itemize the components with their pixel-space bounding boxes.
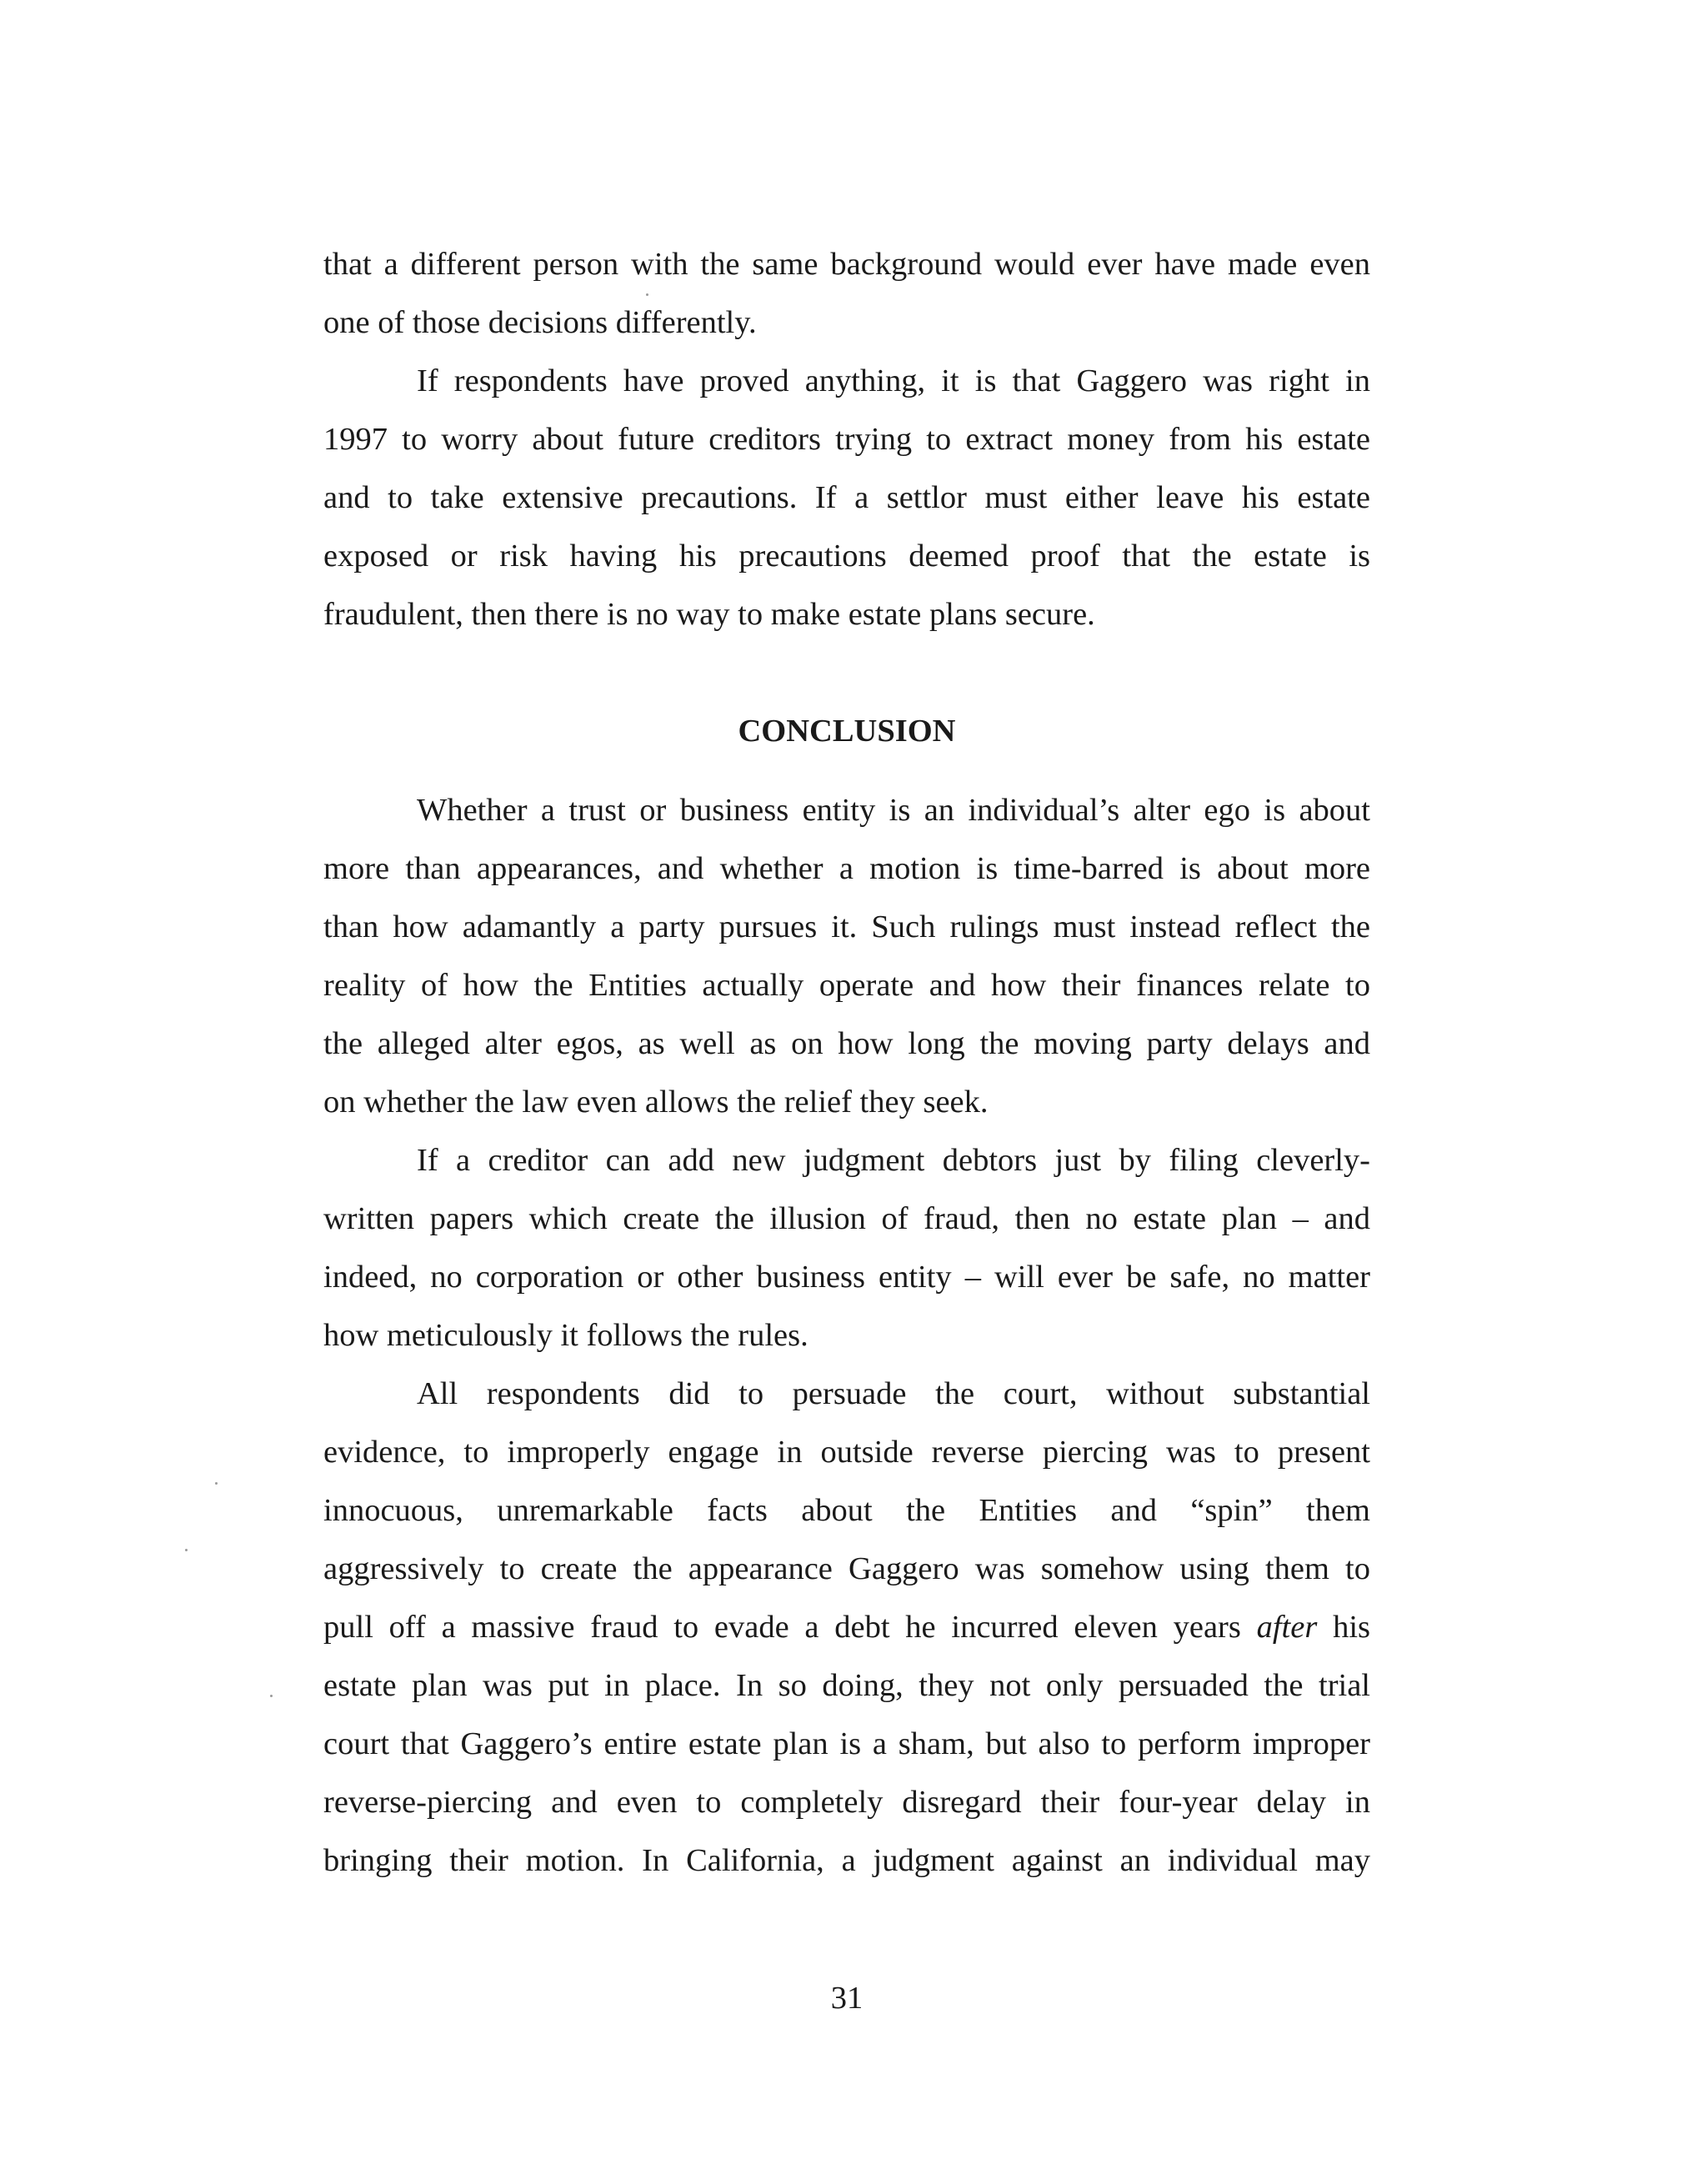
- paragraph-5-line-3: innocuous, unremarkable facts about the Entities and “spin” them: [323, 1493, 1370, 1528]
- paragraph-3-line-6: on whether the law even allows the relief they seek.: [323, 1084, 989, 1120]
- paragraph-2-line-4: exposed or risk having his precautions deemed proof that the estate is: [323, 538, 1370, 574]
- section-heading: CONCLUSION: [738, 714, 956, 749]
- scan-speck: [215, 1482, 218, 1485]
- emphasis-after: after: [1256, 1610, 1318, 1645]
- paragraph-1-line-1: that a different person with the same background would ever have made even: [323, 247, 1370, 282]
- paragraph-3-line-4: reality of how the Entities actually operate and how their finances relate to: [323, 968, 1370, 1003]
- paragraph-5-line-1: All respondents did to persuade the court, without substantial: [417, 1376, 1370, 1411]
- paragraph-5-line-5-text-before: pull off a massive fraud to evade a debt he incurred eleven years: [323, 1610, 1257, 1645]
- scan-speck: [185, 1549, 188, 1551]
- paragraph-3-line-5: the alleged alter egos, as well as on how long the moving party delays and: [323, 1026, 1370, 1061]
- page-number: 31: [830, 1981, 864, 2016]
- paragraph-2-line-1: If respondents have proved anything, it is that Gaggero was right in: [417, 363, 1370, 398]
- paragraph-2-line-5: fraudulent, then there is no way to make estate plans secure.: [323, 597, 1095, 632]
- paragraph-5-line-4: aggressively to create the appearance Gaggero was somehow using them to: [323, 1551, 1370, 1586]
- paragraph-5-line-7: court that Gaggero’s entire estate plan is a sham, but also to perform improper: [323, 1726, 1370, 1761]
- paragraph-3-line-1: Whether a trust or business entity is an individual’s alter ego is about: [417, 793, 1370, 828]
- paragraph-4-line-2: written papers which create the illusion of fraud, then no estate plan – and: [323, 1201, 1370, 1236]
- paragraph-5-line-9: bringing their motion. In California, a judgment against an individual may: [323, 1843, 1370, 1878]
- paragraph-4-line-3: indeed, no corporation or other business entity – will ever be safe, no matter: [323, 1260, 1370, 1295]
- paragraph-4-line-1: If a creditor can add new judgment debtors just by filing cleverly-: [417, 1143, 1370, 1178]
- paragraph-4-line-4: how meticulously it follows the rules.: [323, 1318, 808, 1353]
- scan-speck: [270, 1695, 273, 1697]
- paragraph-2-line-3: and to take extensive precautions. If a settlor must either leave his estate: [323, 480, 1370, 515]
- scan-speck: [646, 293, 648, 296]
- paragraph-5-line-5-text-after: his: [1317, 1610, 1370, 1645]
- paragraph-5-line-8: reverse-piercing and even to completely disregard their four-year delay in: [323, 1785, 1370, 1820]
- paragraph-5-line-5: [323, 1611, 1370, 1644]
- paragraph-5-line-6: estate plan was put in place. In so doing, they not only persuaded the trial: [323, 1668, 1370, 1703]
- paragraph-2-line-2: 1997 to worry about future creditors trying to extract money from his estate: [323, 422, 1370, 457]
- paragraph-3-line-2: more than appearances, and whether a motion is time-barred is about more: [323, 851, 1370, 886]
- paragraph-5-line-2: evidence, to improperly engage in outside reverse piercing was to present: [323, 1435, 1370, 1470]
- paragraph-1-line-2: one of those decisions differently.: [323, 305, 757, 340]
- paragraph-3-line-3: than how adamantly a party pursues it. Such rulings must instead reflect the: [323, 909, 1370, 944]
